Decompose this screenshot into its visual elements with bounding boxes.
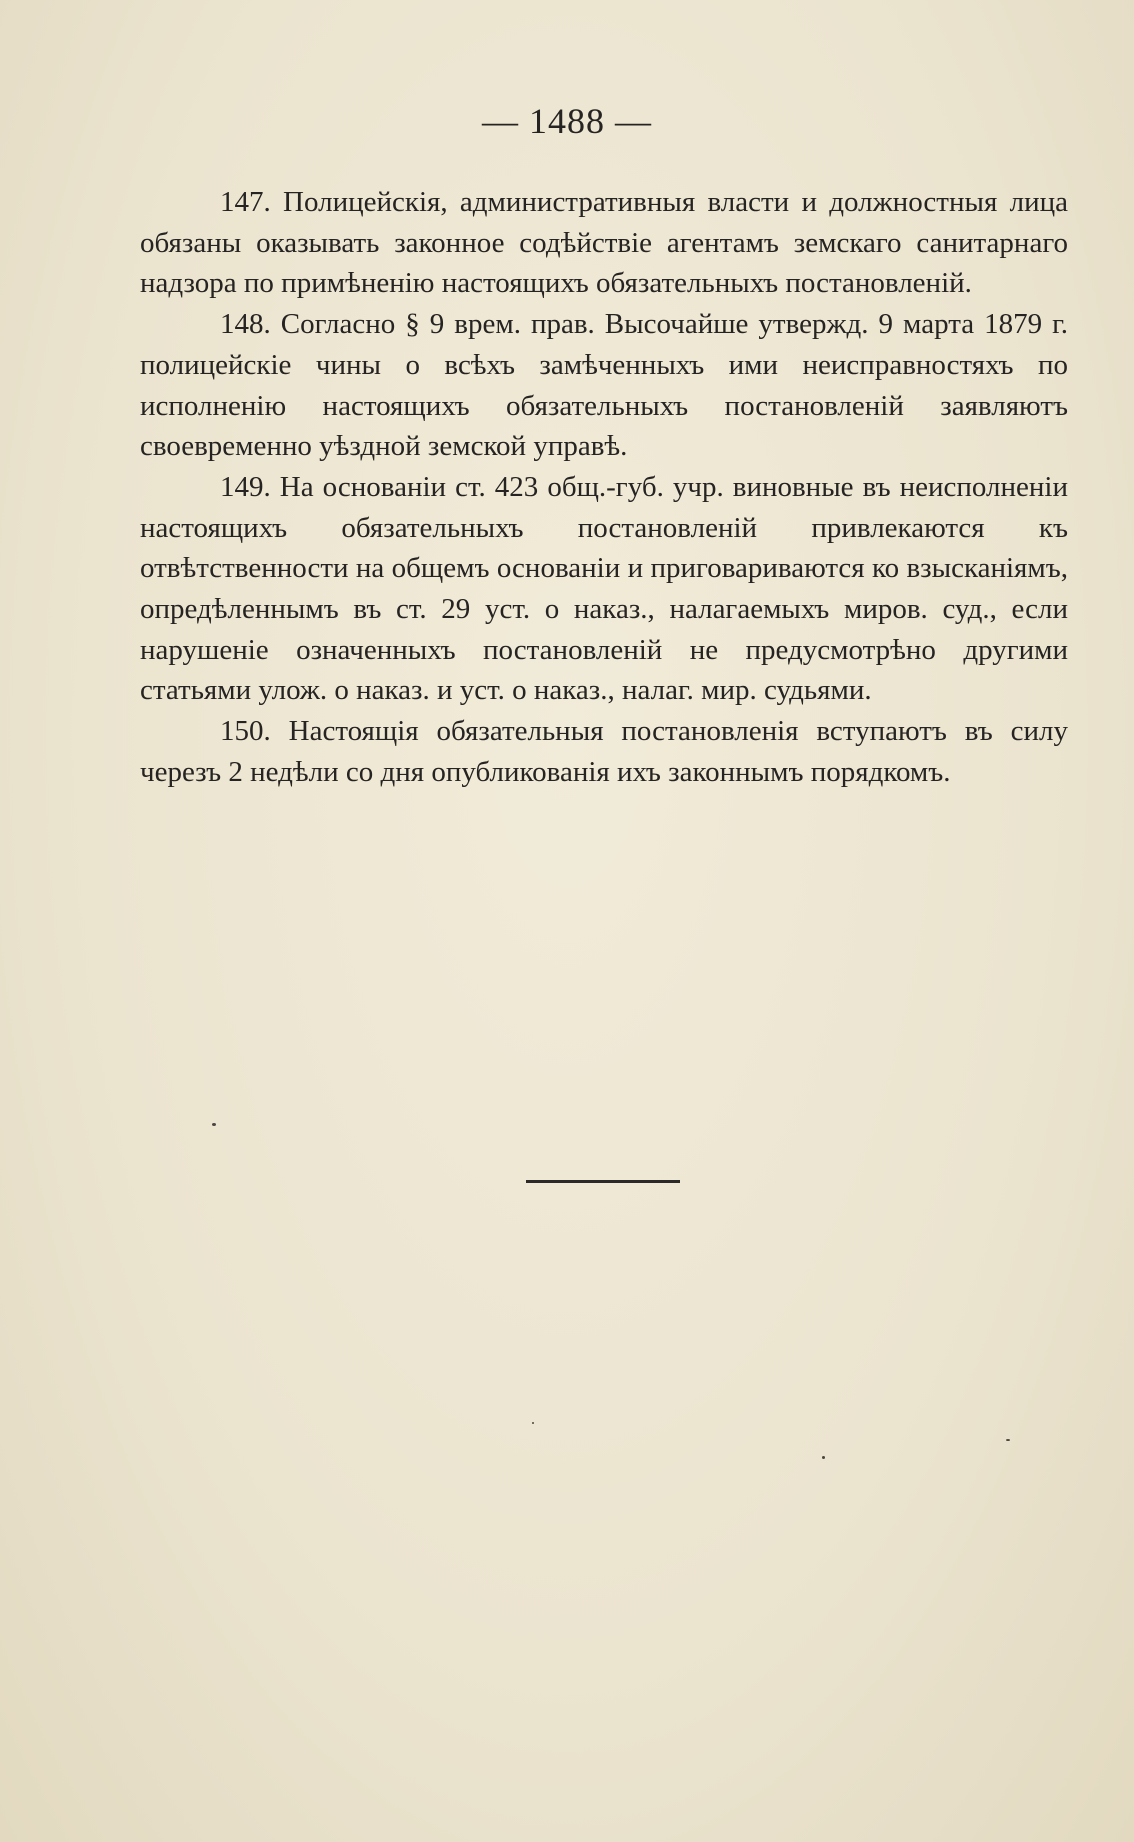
ink-speck [532, 1422, 534, 1424]
body-text [140, 182, 1068, 793]
paragraph-150: 150. Настоящія обязательныя постановленія вступаютъ въ силу черезъ 2 недѣли со дня опубликованія ихъ законнымъ порядкомъ. [140, 715, 1068, 788]
ink-speck [822, 1456, 825, 1459]
ink-speck [1006, 1439, 1010, 1441]
ink-speck [212, 1123, 216, 1126]
paragraph-149: 149. На основаніи ст. 423 общ.-губ. учр. виновные въ неисполненіи настоящихъ обязательныхъ постановленій привлекаются къ отвѣтственности на общемъ основаніи и приговариваются ко взысканіямъ, опредѣленнымъ въ ст. 29 уст. о наказ., налагаемыхъ миров. суд., если нарушеніе означенныхъ постановленій не предусмотрѣно другими статьями улож. о наказ. и уст. о наказ., налаг. мир. судьями. [140, 470, 1068, 707]
page-number: — 1488 — [482, 101, 652, 141]
closing-rule [526, 1180, 680, 1183]
paragraph-148: 148. Согласно § 9 врем. прав. Высочайше утвержд. 9 марта 1879 г. полицейскіе чины о всѣхъ замѣченныхъ ими неисправностяхъ по исполненію настоящихъ обязательныхъ постановленій заявляютъ своевременно уѣздной земской управѣ. [140, 308, 1068, 463]
paragraph-147: 147. Полицейскія, административныя власти и должностныя лица обязаны оказывать законное содѣйствіе агентамъ земскаго санитарнаго надзора по примѣненію настоящихъ обязательныхъ постановленій. [140, 186, 1068, 300]
